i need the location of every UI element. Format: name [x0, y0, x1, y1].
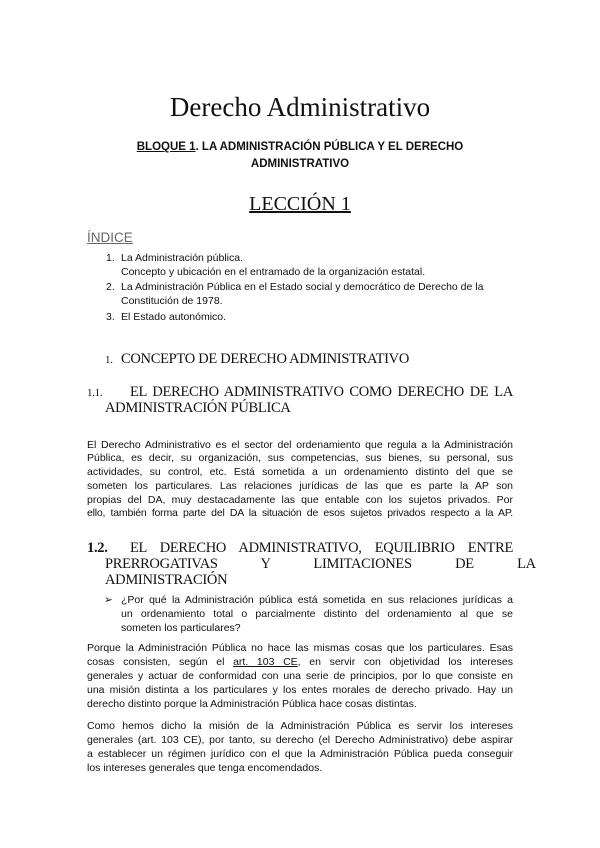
- section-heading: PRERROGATIVAS Y LIMITACIONES DE LA: [105, 556, 536, 572]
- document-title: Derecho Administrativo: [169, 92, 431, 122]
- bloque-label: BLOQUE 1: [136, 141, 196, 153]
- paragraph-line: Pública, es decir, su organización, sus competencias, sus bienes, su personal, sus: [87, 452, 513, 464]
- paragraph-line: los intereses generales que tenga encomendados.: [87, 762, 323, 774]
- bloque-title: . LA ADMINISTRACIÓN PÚBLICA Y EL DERECHO: [195, 141, 464, 153]
- bloque-heading-line2: ADMINISTRATIVO: [250, 158, 350, 170]
- list-item: El Estado autonómico.: [121, 311, 227, 323]
- bullet-line: ¿Por qué la Administración pública está sometida en sus relaciones jurídicas a: [121, 594, 513, 606]
- bloque-heading-line1: [0, 141, 600, 153]
- list-item: Constitución de 1978.: [121, 295, 223, 307]
- paragraph-line: Porque la Administración Pública no hace las mismas cosas que los particulares. Esas: [87, 642, 513, 654]
- paragraph-line: generales (art. 103 CE), por tanto, su derecho (el Derecho Administrativo) debe aspirar: [87, 734, 513, 746]
- paragraph-line: [87, 656, 513, 669]
- paragraph-line: ello, también forma parte del DA la situación de esos sujetos privados respecto a la AP.: [87, 507, 513, 519]
- article-link[interactable]: art. 103 CE: [233, 656, 298, 668]
- bullet-line: un ordenamiento total o parcialmente distinto del ordenamiento al que se: [121, 608, 513, 620]
- arrow-bullet-icon: ➢: [104, 594, 113, 606]
- text: cosas consisten, según el: [87, 656, 234, 668]
- section-number: 1.: [105, 354, 113, 366]
- list-number: 2.: [106, 281, 115, 293]
- text: , en servir con objetividad los intereses: [297, 656, 513, 668]
- paragraph-line: actividades, su control, etc. Está sometida a un ordenamiento distinto del que se: [87, 466, 513, 478]
- list-item: La Administración Pública en el Estado social y democrático de Derecho de la: [121, 281, 484, 293]
- section-heading: EL DERECHO ADMINISTRATIVO COMO DERECHO DE LA: [130, 384, 513, 400]
- paragraph-line: derecho distinto porque la Administración Pública hace cosas distintas.: [87, 698, 417, 710]
- list-number: 3.: [106, 311, 115, 323]
- leccion-heading: LECCIÓN 1: [249, 193, 351, 215]
- paragraph-line: propias del DA, muy destacadamente las que entable con los sujetos privados. Por: [87, 494, 513, 506]
- bullet-line: someten los particulares?: [121, 622, 241, 634]
- section-heading: CONCEPTO DE DERECHO ADMINISTRATIVO: [121, 351, 409, 367]
- section-heading: ADMINISTRACIÓN PÚBLICA: [105, 400, 291, 416]
- section-number: 1.1.: [87, 387, 103, 399]
- indice-heading: ÍNDICE: [87, 230, 133, 245]
- list-number: 1.: [106, 252, 115, 264]
- paragraph-line: generales y actuar de conformidad con una serie de principios, por lo que consiste en: [87, 670, 513, 682]
- paragraph-line: una misión distinta a los particulares y los entes morales de derecho privado. Hay un: [87, 684, 513, 696]
- list-item: La Administración pública.: [121, 252, 243, 264]
- paragraph-line: El Derecho Administrativo es el sector del ordenamiento que regula a la Administración: [87, 439, 513, 451]
- section-number: 1.2.: [87, 540, 108, 556]
- paragraph-line: someten los particulares. Las relaciones jurídicas de las que es parte la AP son: [87, 480, 513, 492]
- section-heading: ADMINISTRACIÓN: [105, 572, 228, 588]
- section-heading: EL DERECHO ADMINISTRATIVO, EQUILIBRIO ENTRE: [130, 540, 513, 556]
- paragraph-line: Como hemos dicho la misión de la Administración Pública es servir los intereses: [87, 720, 513, 732]
- paragraph-line: a establecer un régimen jurídico con el que la Administración Pública pueda conseguir: [87, 748, 513, 760]
- list-item: Concepto y ubicación en el entramado de la organización estatal.: [121, 266, 426, 278]
